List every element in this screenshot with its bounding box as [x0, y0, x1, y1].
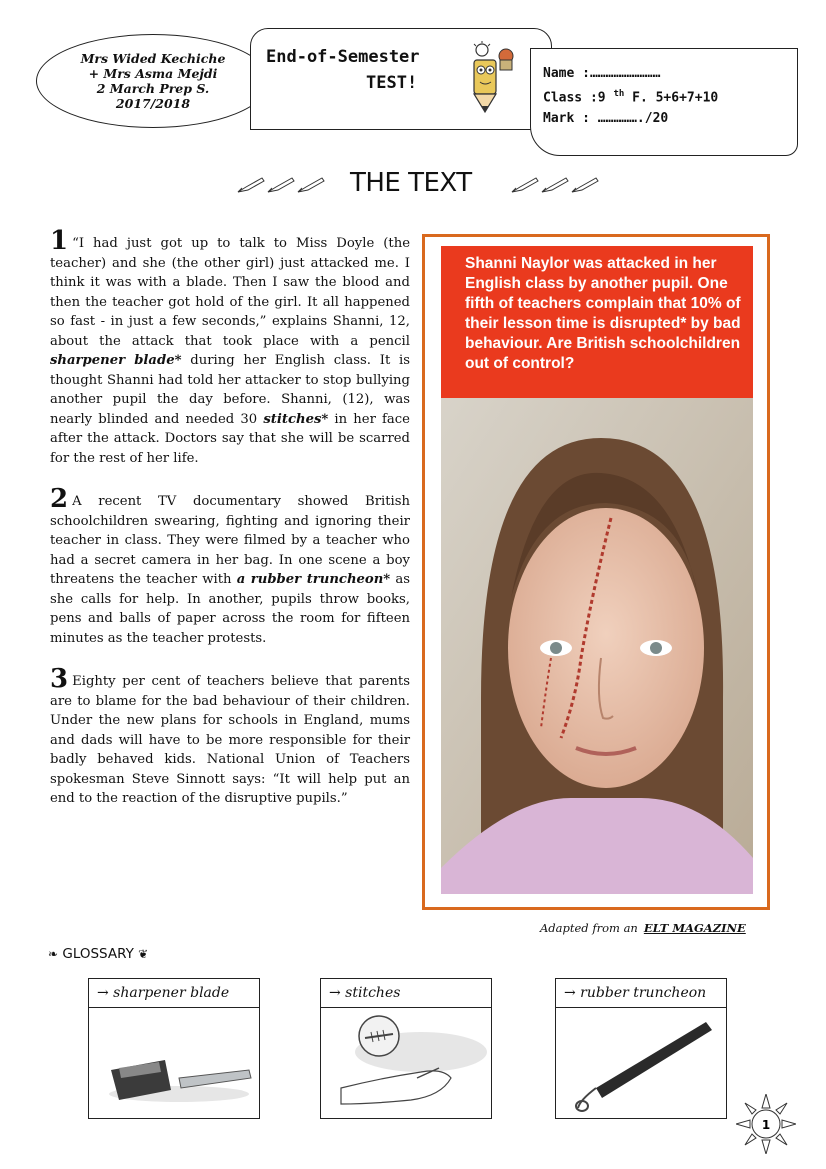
ornament-left-icon: ❧	[48, 947, 59, 961]
paragraph-2: 2 A recent TV documentary showed British schoolchildren swearing, fighting and ignoring their teacher in class. They were filmed by a teacher who had a secret camera in her bag. In one scene a boy threatens the teacher with a rubber truncheon* as she calls for help. In another, pupils throw books, pens and balls of paper across the room for fifteen minutes as the teacher protests.	[50, 484, 411, 646]
glossary-item-sharpener-blade	[88, 978, 260, 1119]
glossary-item-label: → sharpener blade	[89, 979, 259, 1008]
glossary-item-label: → rubber truncheon	[556, 979, 726, 1008]
test-title	[266, 44, 420, 96]
school-line: 2 March Prep S.	[96, 81, 210, 96]
photo-caption: Shanni Naylor was attacked in her English class by another pupil. One fifth of teachers complain that 10% of their lesson time is disrupted* by bad behaviour. Are British schoolchildren out of control?	[441, 246, 753, 398]
student-info-box	[530, 48, 798, 156]
mark-field[interactable]: Mark : ……………./20	[543, 111, 669, 127]
paragraph-number: 1	[50, 226, 69, 256]
glossary-title: ❧ GLOSSARY ❦	[48, 946, 149, 962]
test-title-line2: TEST!	[366, 73, 418, 93]
sun-page-badge-icon	[736, 1094, 796, 1154]
girl-portrait-image	[441, 398, 753, 894]
paragraph-number: 2	[50, 484, 69, 514]
sharpener-blade-image	[89, 1008, 259, 1114]
page-number: 1	[761, 1118, 771, 1132]
glossary-item-stitches	[320, 978, 492, 1119]
class-field: Class :9 $^{th}$ F. 5+6+7+10	[543, 89, 719, 106]
term-stitches: stitches*	[263, 411, 329, 427]
section-title: THE TEXT	[350, 168, 472, 198]
teachers-oval	[36, 34, 270, 128]
year-line: 2017/2018	[115, 96, 191, 111]
stitches-image	[321, 1008, 491, 1114]
source-credit: Adapted from an ELT MAGAZINE	[540, 921, 746, 935]
name-field[interactable]: Name :………………………	[543, 66, 661, 81]
reading-text	[50, 226, 411, 831]
source-name: ELT MAGAZINE	[643, 921, 746, 935]
test-title-line1: End-of-Semester	[266, 47, 420, 67]
glossary-item-label: → stitches	[321, 979, 491, 1008]
paragraph-1: 1 “I had just got up to talk to Miss Doyle (the teacher) and she (the other girl) just attacked me. I think it was with a blade. Then I saw the blood and then the teacher got hold of the girl. It all happened so fast - in just a few seconds,” explains Shanni, 12, about the attack that took place with a pencil sharpener blade* during her English class. It is thought Shanni had told her attacker to stop bullying another pupil the day before. Shanni, (12), was nearly blinded and needed 30 stitches* in her face after the attack. Doctors say that she will be scarred for the rest of her life.	[50, 226, 411, 466]
teacher-line-2: + Mrs Asma Mejdi	[88, 66, 218, 81]
paragraph-3: 3 Eighty per cent of teachers believe that parents are to blame for the bad behaviour of their children. Under the new plans for schools in England, mums and dads will have to be more responsible for their badly behaved kids. National Union of Teachers spokesman Steve Sinnott says: “It will help put an end to the reaction of the disruptive pupils.”	[50, 664, 410, 806]
teacher-line-1: Mrs Wided Kechiche	[80, 51, 226, 66]
term-rubber-truncheon: a rubber truncheon*	[236, 572, 391, 587]
term-sharpener-blade: sharpener blade*	[50, 353, 182, 368]
ornament-right-icon: ❦	[138, 947, 149, 961]
glossary-item-rubber-truncheon	[555, 978, 727, 1119]
pencil-mascot-icon	[462, 40, 520, 114]
pen-decoration-right-icon	[510, 176, 602, 194]
paragraph-number: 3	[50, 664, 69, 694]
rubber-truncheon-image	[556, 1008, 726, 1114]
pen-decoration-left-icon	[236, 176, 328, 194]
